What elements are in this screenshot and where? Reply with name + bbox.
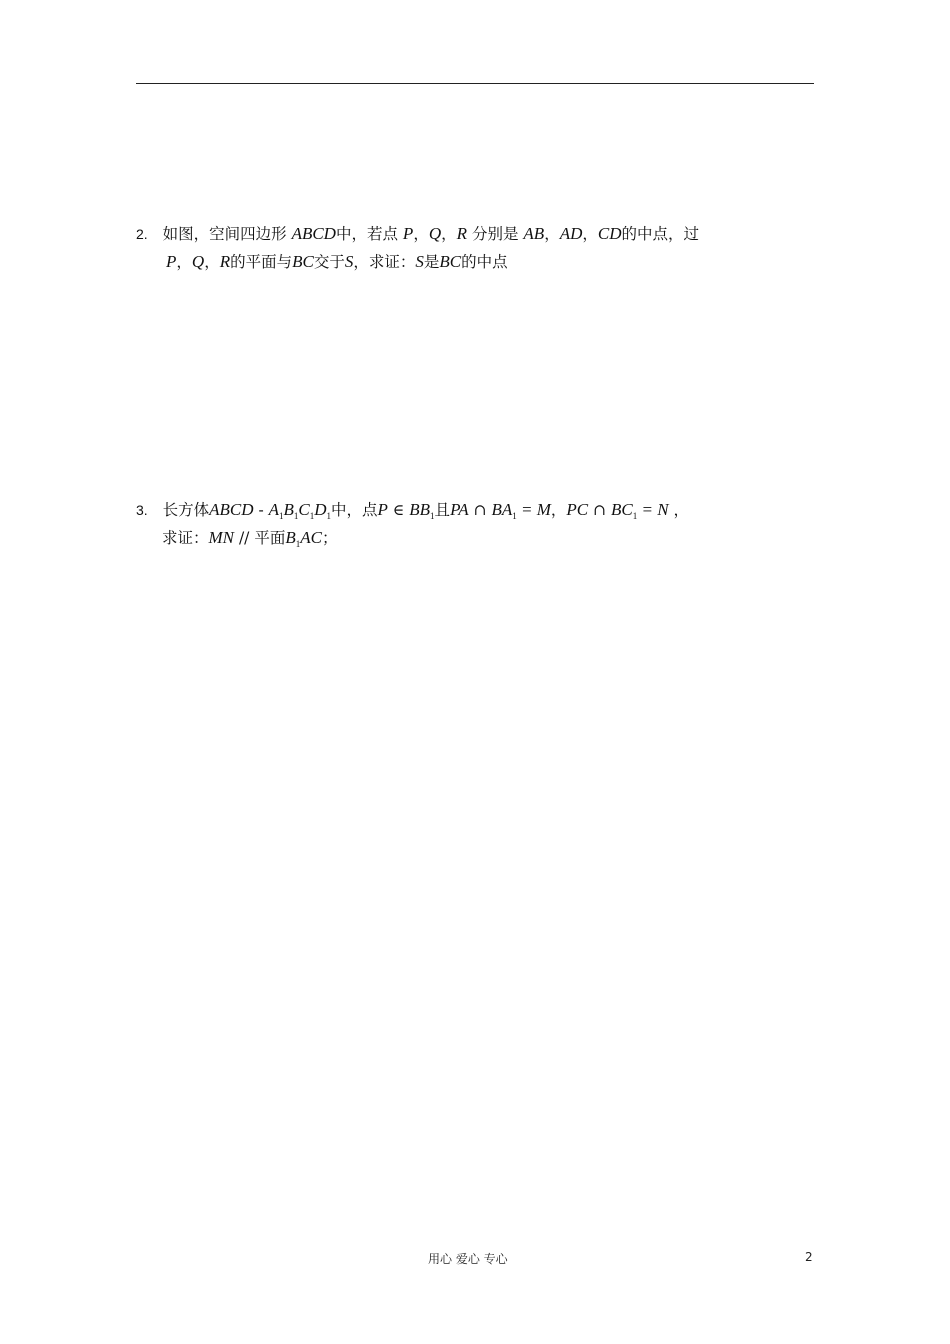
comma: ，	[204, 253, 220, 271]
math-p: P	[166, 252, 177, 271]
text: 中，若点	[335, 225, 398, 243]
math-bc: BC	[292, 252, 314, 271]
comma: ，	[582, 225, 598, 243]
math-a1: A	[268, 500, 280, 519]
problem-2-line-2	[166, 252, 508, 272]
comma: ，	[413, 225, 429, 243]
text: 长方体	[162, 501, 210, 519]
math-b1: B	[283, 500, 294, 519]
text: 且	[434, 501, 451, 519]
math-ac: AC	[300, 528, 322, 547]
subscript: 1	[309, 511, 315, 521]
math-d1: D	[314, 500, 327, 519]
parallel-symbol: //	[234, 529, 255, 547]
semicolon: ；	[321, 529, 338, 547]
subscript: 1	[293, 511, 299, 521]
text: 求证：	[162, 529, 209, 547]
math-p: P	[377, 500, 388, 519]
math-ad: AD	[559, 224, 583, 243]
text: 的中点，过	[621, 225, 700, 243]
math-abcd: ABCD	[209, 500, 254, 519]
comma: ，	[668, 501, 689, 519]
comma: ，	[550, 501, 567, 519]
page-number: 2	[805, 1250, 813, 1264]
dash: -	[253, 501, 269, 519]
footer-slogan: 用心 爱心 专心	[428, 1252, 508, 1266]
subscript: 1	[326, 511, 332, 521]
subscript: 1	[295, 539, 301, 549]
text: 分别是	[471, 225, 519, 243]
problem-3-line-2	[162, 528, 337, 554]
math-r: R	[456, 224, 468, 243]
problem-2-line-1	[136, 224, 699, 244]
subscript: 1	[512, 511, 517, 521]
intersection-symbol: ∩	[588, 501, 611, 519]
text: 交于	[313, 253, 345, 271]
math-q: Q	[428, 224, 442, 243]
math-abcd: ABCD	[291, 224, 336, 243]
math-eq-n: = N	[637, 500, 669, 519]
math-b1: B	[285, 528, 296, 547]
text: 的平面与	[230, 253, 293, 271]
text: 中，点	[331, 501, 378, 519]
math-pc: PC	[566, 500, 589, 519]
math-ab: AB	[523, 224, 545, 243]
math-bb1: BB	[409, 500, 431, 519]
math-eq-m: = M	[516, 500, 551, 519]
math-ba1: BA	[491, 500, 513, 519]
subscript: 1	[279, 511, 284, 521]
math-mn: MN	[208, 528, 235, 547]
comma: ，	[176, 253, 192, 271]
math-bc: BC	[439, 252, 462, 271]
math-bc1: BC	[611, 500, 633, 519]
problem-2-number: 2.	[136, 226, 148, 242]
subscript: 1	[632, 511, 638, 521]
text: 如图，空间四边形	[162, 225, 287, 243]
math-s: S	[415, 252, 424, 271]
problem-3-number: 3.	[136, 502, 148, 518]
subscript: 1	[430, 511, 435, 521]
problem-3-line-1	[136, 500, 689, 526]
intersection-symbol: ∩	[468, 501, 492, 519]
math-p: P	[402, 224, 414, 243]
text: ，求证：	[353, 253, 416, 271]
header-rule	[136, 83, 814, 84]
text: 是	[423, 253, 440, 271]
text: 平面	[254, 529, 286, 547]
element-of-symbol: ∈	[387, 501, 410, 519]
math-pa: PA	[450, 500, 469, 519]
math-q: Q	[191, 252, 205, 271]
math-c1: C	[298, 500, 310, 519]
comma: ，	[544, 225, 560, 243]
math-cd: CD	[597, 224, 622, 243]
math-r: R	[219, 252, 231, 271]
comma: ，	[441, 225, 457, 243]
math-s: S	[344, 252, 354, 271]
text: 的中点	[461, 253, 508, 271]
